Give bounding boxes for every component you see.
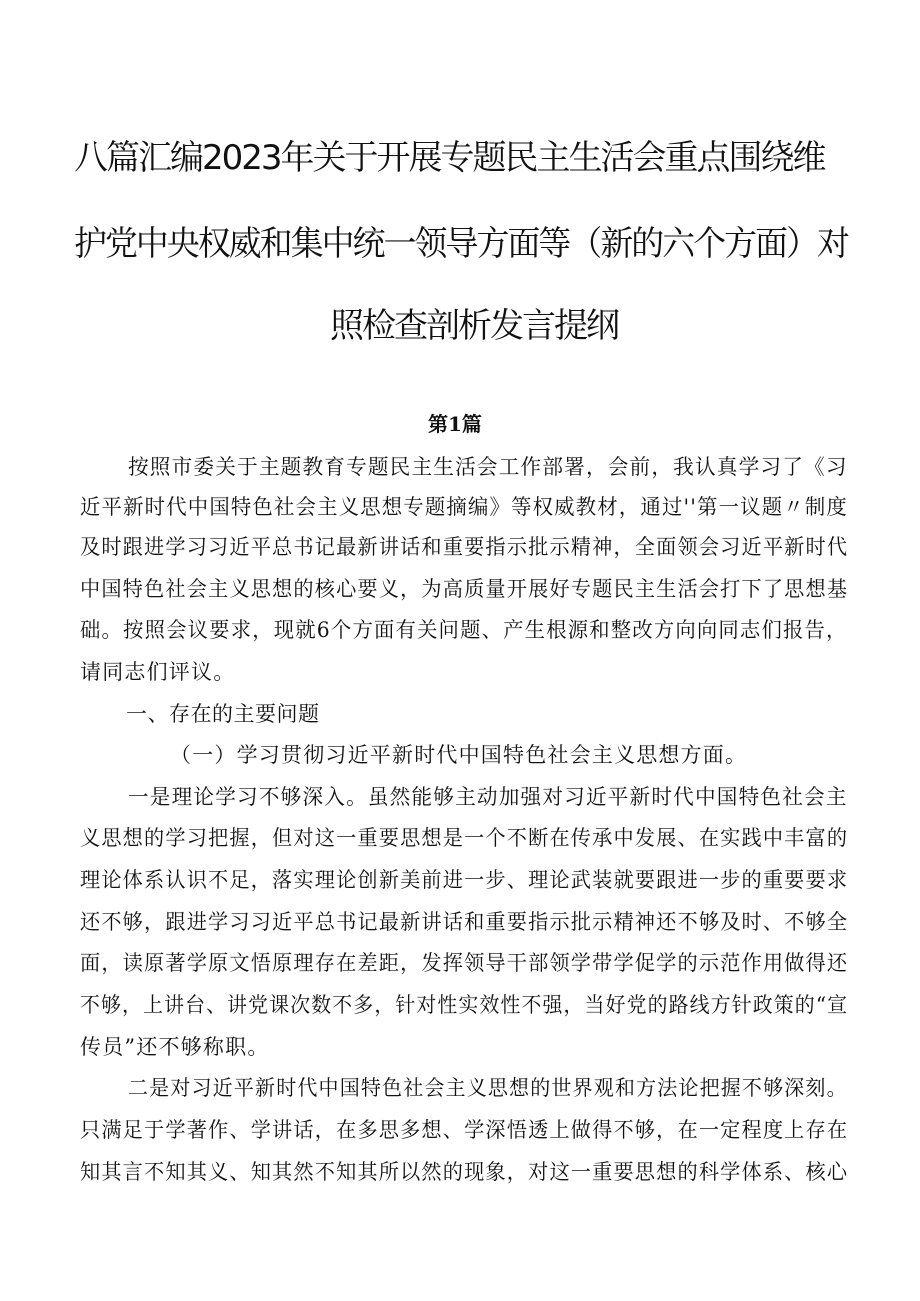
paragraph-line: 知其言不知其义、知其然不知其所以然的现象，对这一重要思想的科学体系、核心 xyxy=(80,1160,849,1184)
paragraph-line: 一是理论学习不够深入。虽然能够主动加强对习近平新时代中国特色社会主 xyxy=(128,785,848,809)
paragraph-line: 还不够，跟进学习习近平总书记最新讲话和重要指示批示精神还不够及时、不够全 xyxy=(80,910,849,934)
paragraph-line: 不够，上讲台、讲党课次数不多，针对性实效性不强，当好党的路线方针政策的“宣 xyxy=(80,993,849,1017)
sub-heading: （一）学习贯彻习近平新时代中国特色社会主义思想方面。 xyxy=(170,743,748,767)
intro-line: 中国特色社会主义思想的核心要义，为高质量开展好专题民主生活会打下了思想基 xyxy=(80,577,849,601)
intro-line: 按照市委关于主题教育专题民主生活会工作部署，会前，我认真学习了《习 xyxy=(128,455,848,479)
paragraph-line: 只满足于学著作、学讲话，在多思多想、学深悟透上做得不够，在一定程度上存在 xyxy=(80,1118,849,1142)
intro-line: 础。按照会议要求，现就6个方面有关问题、产生根源和整改方向向同志们报告， xyxy=(80,618,848,642)
section-heading: 第1篇 xyxy=(428,412,482,436)
paragraph-line: 传员”还不够称职。 xyxy=(80,1035,270,1059)
part-heading: 一、存在的主要问题 xyxy=(126,702,320,726)
paragraph-line: 理论体系认识不足，落实理论创新美前进一步、理论武装就要跟进一步的重要要求 xyxy=(80,868,849,892)
document-title-line-3: 照检查剖析发言提纲 xyxy=(330,306,618,346)
document-title-line-1: 八篇汇编2023年关于开展专题民主生活会重点围绕维 xyxy=(74,138,825,178)
paragraph-line: 二是对习近平新时代中国特色社会主义思想的世界观和方法论把握不够深刻。 xyxy=(128,1076,848,1100)
paragraph-line: 面，读原著学原文悟原理存在差距，发挥领导干部领学带学促学的示范作用做得还 xyxy=(80,951,849,975)
intro-line: 及时跟进学习习近平总书记最新讲话和重要指示批示精神，全面领会习近平新时代 xyxy=(80,535,849,559)
intro-line: 请同志们评议。 xyxy=(80,660,236,684)
paragraph-line: 义思想的学习把握，但对这一重要思想是一个不断在传承中发展、在实践中丰富的 xyxy=(80,826,849,850)
intro-line: 近平新时代中国特色社会主义思想专题摘编》等权威教材，通过''第一议题〃制度 xyxy=(80,495,848,519)
document-title-line-2: 护党中央权威和集中统一领导方面等（新的六个方面）对 xyxy=(74,224,848,264)
